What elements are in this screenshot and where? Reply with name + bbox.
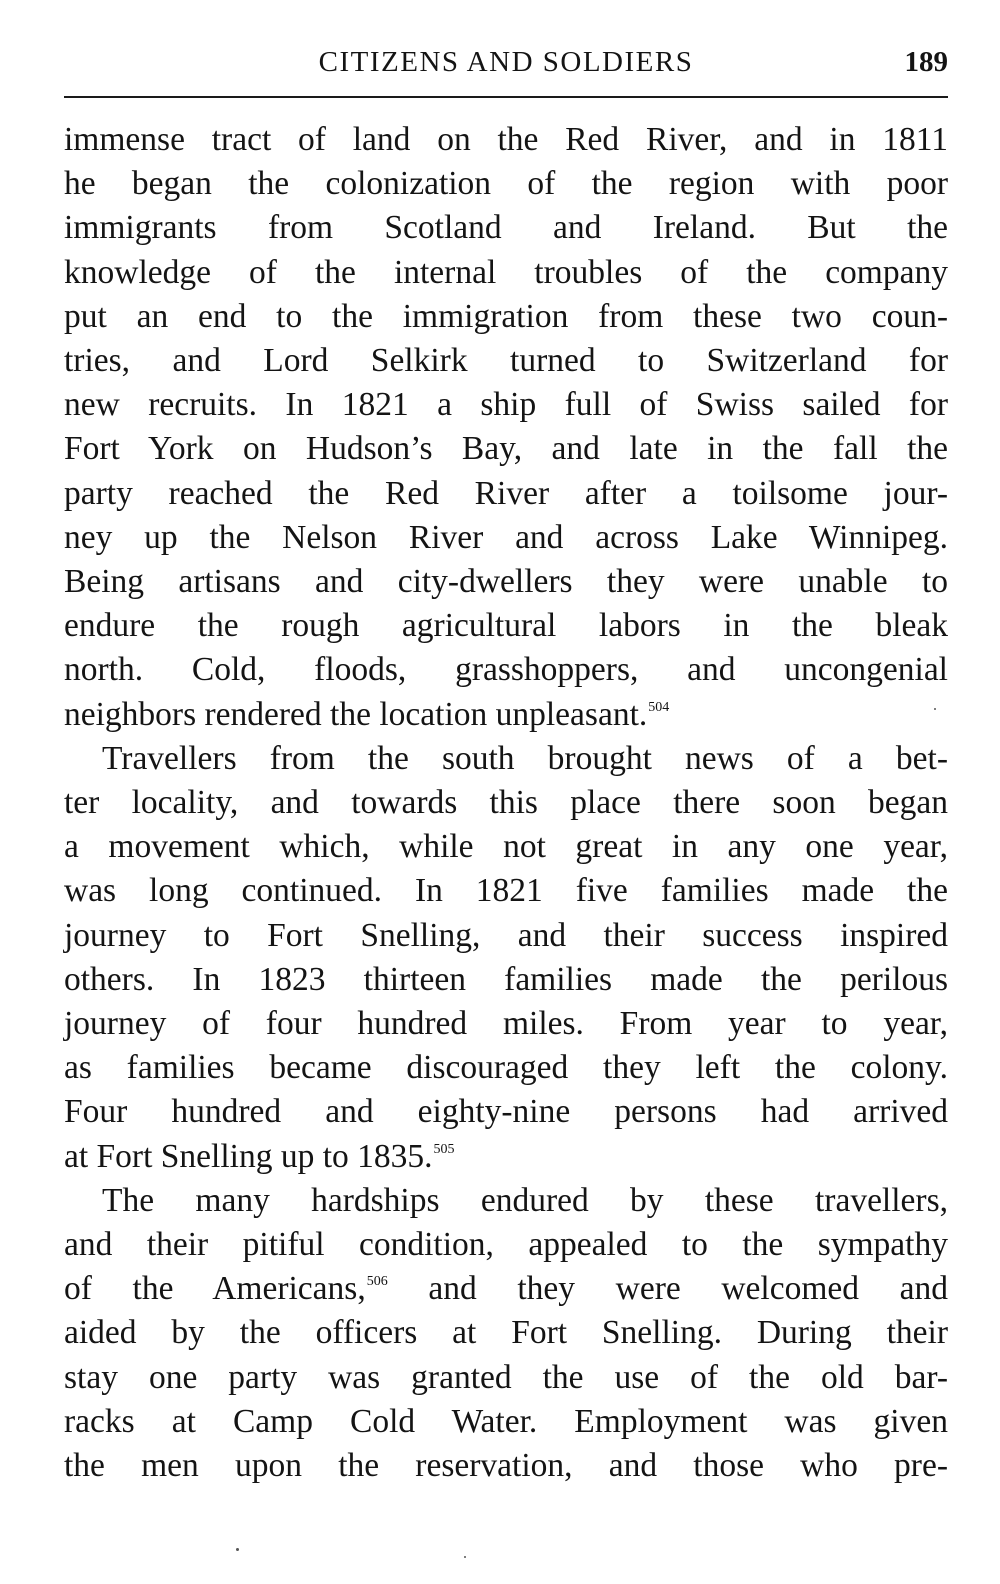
text-line: Four hundred and eighty-nine persons had arrived: [64, 1093, 948, 1131]
text-line-with-note: [64, 1135, 948, 1179]
text-line: as families became discouraged they left the colony.: [64, 1049, 948, 1087]
text-line: knowledge of the internal troubles of the company: [64, 253, 948, 291]
text-line: ter locality, and towards this place there soon began: [64, 784, 948, 822]
text-line: racks at Camp Cold Water. Employment was given: [64, 1402, 948, 1440]
text-line: The many hardships endured by these travellers,: [102, 1181, 948, 1219]
text-line: journey of four hundred miles. From year to year,: [64, 1005, 948, 1043]
running-head: [64, 42, 948, 86]
text-line-end: and they were welcomed and: [387, 1270, 948, 1308]
paragraph-3: [64, 1179, 948, 1488]
text-line: immense tract of land on the Red River, and in 1811: [64, 121, 948, 158]
print-speck: [464, 1556, 466, 1558]
text-line: endure the rough agricultural labors in the bleak: [64, 607, 948, 645]
text-line: ney up the Nelson River and across Lake Winnipeg.: [64, 518, 948, 556]
text-line: a movement which, while not great in any one year,: [64, 828, 948, 866]
text-line: party reached the Red River after a toilsome jour-: [64, 474, 948, 512]
text-line: he began the colonization of the region with poor: [64, 165, 948, 203]
text-line: tries, and Lord Selkirk turned to Switzerland for: [64, 342, 948, 380]
print-speck: [236, 1548, 239, 1551]
text-line: Travellers from the south brought news of a bet-: [102, 739, 948, 777]
text-line: north. Cold, floods, grasshoppers, and uncongenial: [64, 651, 948, 689]
text-line: Fort York on Hudson’s Bay, and late in the fall the: [64, 430, 948, 468]
text-line: immigrants from Scotland and Ireland. But the: [64, 209, 948, 247]
text-line: journey to Fort Snelling, and their success inspired: [64, 916, 948, 954]
footnote-ref: 506: [366, 1274, 388, 1290]
footnote-ref: 504: [648, 699, 670, 715]
print-speck: [934, 708, 936, 710]
text-line: was long continued. In 1821 five families made the: [64, 872, 948, 910]
body-text: [64, 118, 948, 1488]
text-line-start: of the Americans,: [64, 1270, 366, 1308]
text-line: and their pitiful condition, appealed to the sympathy: [64, 1226, 948, 1264]
header-rule: [64, 96, 948, 98]
paragraph-2: [64, 737, 948, 1179]
text-line: Being artisans and city-dwellers they were unable to: [64, 563, 948, 601]
running-title: CITIZENS AND SOLDIERS: [318, 46, 694, 78]
text-line-with-note: [64, 1267, 948, 1311]
text-line: new recruits. In 1821 a ship full of Swiss sailed for: [64, 386, 948, 424]
page-number: 189: [904, 46, 948, 78]
footnote-ref: 505: [433, 1141, 455, 1157]
text-line: others. In 1823 thirteen families made the perilous: [64, 960, 948, 998]
text-line-with-note: [64, 693, 948, 737]
text-line: stay one party was granted the use of the old bar-: [64, 1358, 948, 1396]
text-line: the men upon the reservation, and those who pre-: [64, 1447, 948, 1485]
text-line: at Fort Snelling up to 1835.: [64, 1137, 433, 1175]
text-line: neighbors rendered the location unpleasant.: [64, 695, 648, 733]
text-line: aided by the officers at Fort Snelling. During their: [64, 1314, 948, 1352]
text-line: put an end to the immigration from these two coun-: [64, 297, 948, 335]
paragraph-1: [64, 118, 948, 737]
